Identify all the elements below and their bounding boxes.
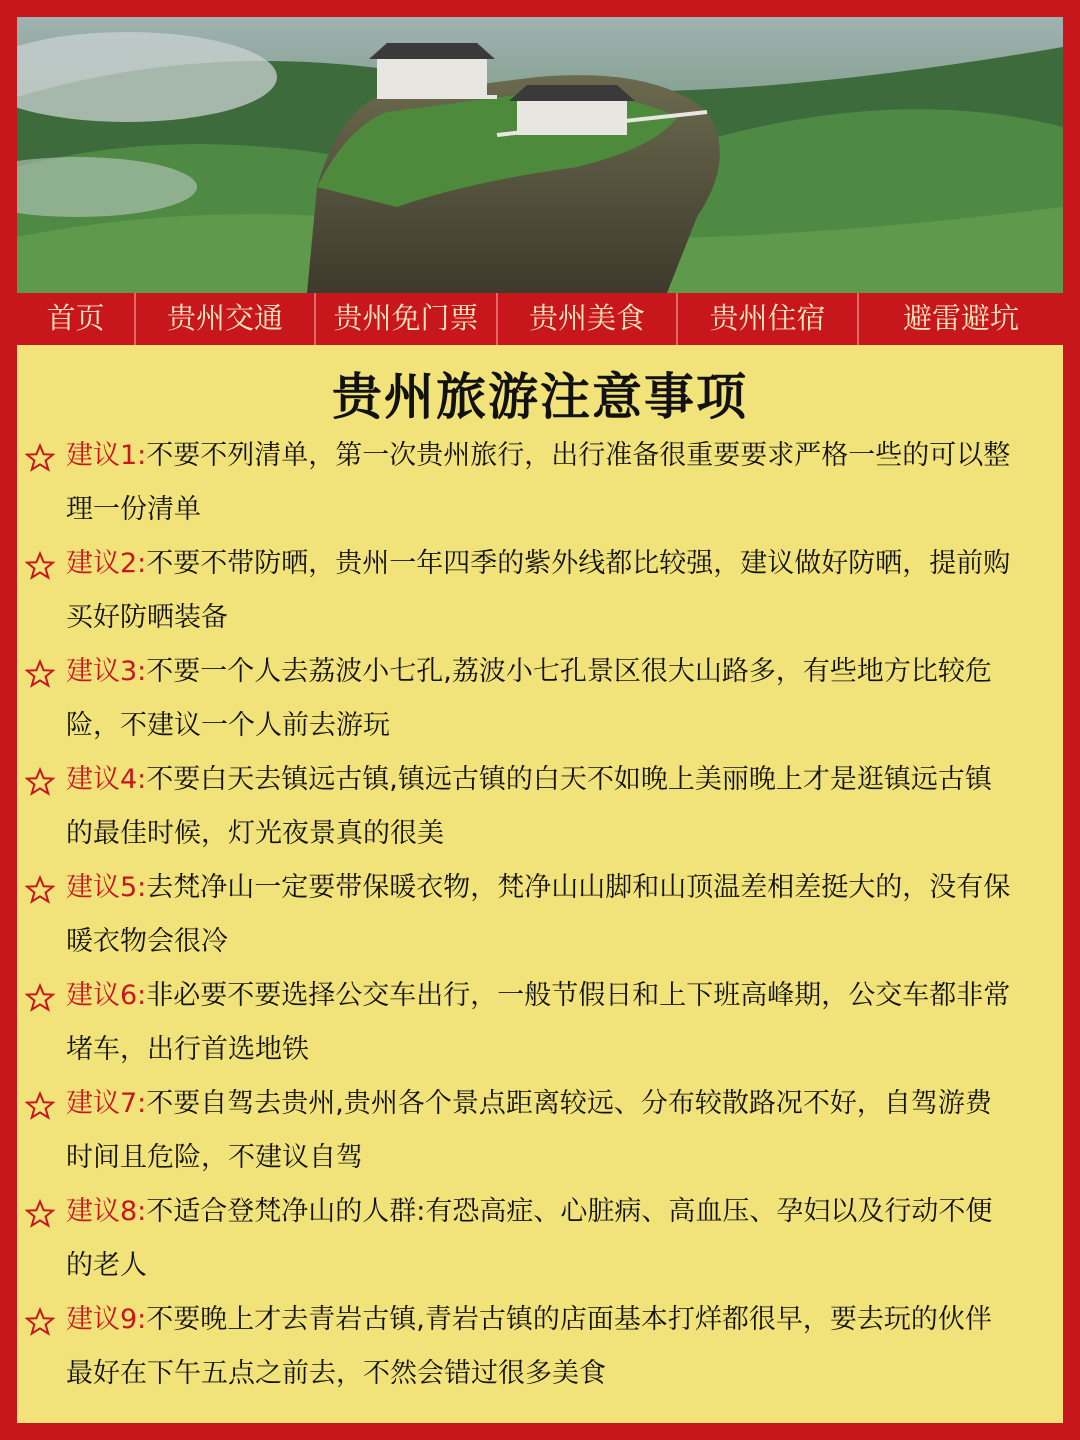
nav-item-pitfalls[interactable]: 避雷避坑 — [902, 301, 1019, 335]
tip-label: 建议4: — [66, 764, 147, 795]
tips-list — [17, 441, 1063, 1413]
star-outline-icon — [25, 443, 55, 473]
tip-text — [66, 645, 1016, 753]
tip-text — [66, 1293, 1016, 1401]
tip-text — [66, 969, 1016, 1077]
nav-item-free-tickets[interactable]: 贵州免门票 — [316, 293, 498, 345]
tip-text — [66, 1185, 1016, 1293]
tip-body: 不适合登梵净山的人群:有恐高症、心脏病、高血压、孕妇以及行动不便的老人 — [66, 1196, 993, 1281]
star-outline-icon — [25, 875, 55, 905]
tip-label: 建议9: — [66, 1304, 147, 1335]
list-item — [17, 1305, 1063, 1413]
tip-body: 不要白天去镇远古镇,镇远古镇的白天不如晚上美丽晚上才是逛镇远古镇的最佳时候，灯光夜景真的很美 — [66, 764, 992, 849]
tip-text — [66, 429, 1016, 537]
list-item — [17, 1089, 1063, 1197]
list-item — [17, 981, 1063, 1089]
star-outline-icon — [25, 767, 55, 797]
tip-body: 不要不列清单，第一次贵州旅行，出行准备很重要要求严格一些的可以整理一份清单 — [66, 440, 1011, 525]
list-item — [17, 549, 1063, 657]
tip-text — [66, 537, 1016, 645]
star-outline-icon — [25, 983, 55, 1013]
tip-body: 不要自驾去贵州,贵州各个景点距离较远、分布较散路况不好，自驾游费时间且危险，不建议自驾 — [66, 1088, 992, 1173]
list-item — [17, 657, 1063, 765]
page-title: 贵州旅游注意事项 — [332, 368, 748, 426]
poster — [17, 17, 1063, 1423]
top-nav — [17, 293, 1063, 345]
tip-body: 不要一个人去荔波小七孔,荔波小七孔景区很大山路多，有些地方比较危险，不建议一个人前去游玩 — [66, 656, 992, 741]
tip-text — [66, 861, 1016, 969]
mountain-photo — [17, 17, 1063, 293]
nav-item-food[interactable]: 贵州美食 — [498, 293, 678, 345]
tip-label: 建议7: — [66, 1088, 147, 1119]
tip-label: 建议1: — [66, 440, 147, 471]
tip-text — [66, 1077, 1016, 1185]
tip-label: 建议3: — [66, 656, 147, 687]
tip-label: 建议5: — [66, 872, 147, 903]
star-outline-icon — [25, 551, 55, 581]
tip-body: 不要晚上才去青岩古镇,青岩古镇的店面基本打烊都很早，要去玩的伙伴最好在下午五点之前去，不然会错过很多美食 — [66, 1304, 992, 1389]
tip-body: 不要不带防晒，贵州一年四季的紫外线都比较强，建议做好防晒，提前购买好防晒装备 — [66, 548, 1011, 633]
star-outline-icon — [25, 1307, 55, 1337]
star-outline-icon — [25, 1091, 55, 1121]
tip-label: 建议6: — [66, 980, 147, 1011]
list-item — [17, 441, 1063, 549]
star-outline-icon — [25, 1199, 55, 1229]
list-item — [17, 765, 1063, 873]
tip-text — [66, 753, 1016, 861]
list-item — [17, 1197, 1063, 1305]
tip-body: 非必要不要选择公交车出行，一般节假日和上下班高峰期，公交车都非常堵车，出行首选地铁 — [66, 980, 1011, 1065]
nav-item-lodging[interactable]: 贵州住宿 — [678, 293, 859, 345]
list-item — [17, 873, 1063, 981]
tip-body: 去梵净山一定要带保暖衣物，梵净山山脚和山顶温差相差挺大的，没有保暖衣物会很冷 — [66, 872, 1011, 957]
star-outline-icon — [25, 659, 55, 689]
nav-item-transport[interactable]: 贵州交通 — [136, 293, 316, 345]
tip-label: 建议8: — [66, 1196, 147, 1227]
nav-item-home[interactable]: 首页 — [17, 293, 136, 345]
tip-label: 建议2: — [66, 548, 147, 579]
